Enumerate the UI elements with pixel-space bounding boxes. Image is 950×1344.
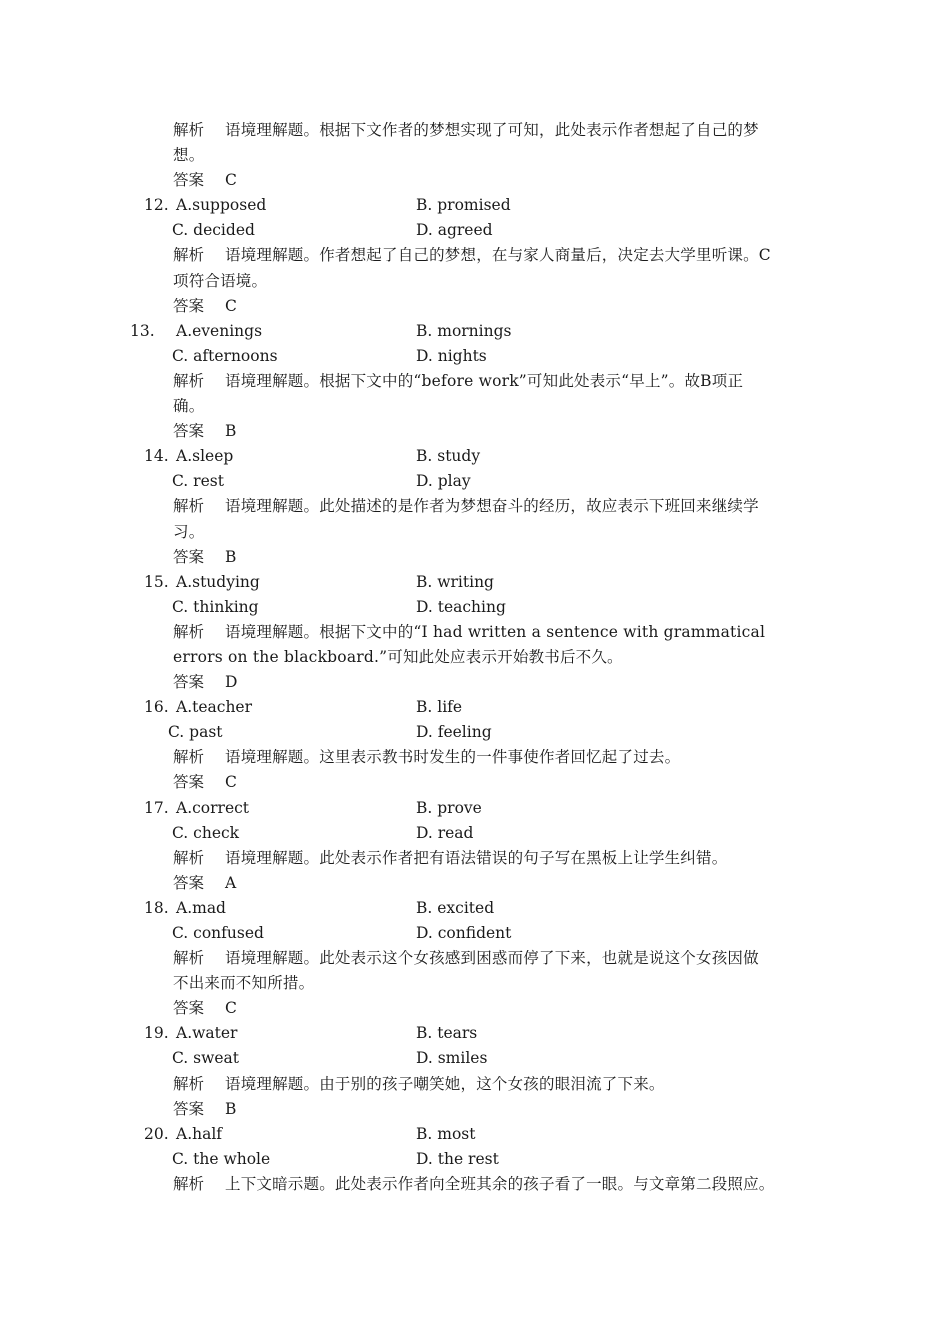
answer-label: 答案 xyxy=(173,1099,205,1118)
question-number: 20. xyxy=(144,1124,169,1143)
option-row xyxy=(0,695,950,720)
option-c: C. rest xyxy=(172,472,224,491)
question-number: 17. xyxy=(144,798,169,817)
analysis-text-wrap xyxy=(173,494,759,519)
analysis-text-wrap xyxy=(173,520,204,545)
answer-value: D xyxy=(225,673,238,692)
analysis-text: 语境理解题。作者想起了自己的梦想，在与家人商量后，决定去大学里听课。C xyxy=(225,246,771,265)
option-row xyxy=(0,1147,950,1172)
analysis-line xyxy=(0,745,950,770)
option-b: B. tears xyxy=(416,1024,478,1043)
option-d: D. play xyxy=(416,472,471,491)
option-row xyxy=(0,1021,950,1046)
option-c: C. the whole xyxy=(172,1149,271,1168)
answer-wrap xyxy=(173,770,237,795)
option-a: A.water xyxy=(176,1024,238,1043)
analysis-line xyxy=(0,494,950,519)
analysis-text: 语境理解题。此处描述的是作者为梦想奋斗的经历，故应表示下班回来继续学 xyxy=(225,497,759,516)
option-a: A.correct xyxy=(176,798,250,817)
analysis-label: 解析 xyxy=(173,497,205,516)
analysis-line xyxy=(0,394,950,419)
analysis-line xyxy=(0,1172,950,1197)
option-b: B. writing xyxy=(416,572,494,591)
analysis-text: 语境理解题。此处表示作者把有语法错误的句子写在黑板上让学生纠错。 xyxy=(225,848,728,867)
analysis-text-wrap xyxy=(173,369,743,394)
answer-label: 答案 xyxy=(173,873,205,892)
analysis-text: 习。 xyxy=(173,522,205,541)
option-d: D. agreed xyxy=(416,221,493,240)
option-c: C. thinking xyxy=(172,597,259,616)
analysis-text: 确。 xyxy=(173,397,205,416)
analysis-label: 解析 xyxy=(173,246,205,265)
option-row xyxy=(0,595,950,620)
analysis-line xyxy=(0,520,950,545)
answer-wrap xyxy=(173,545,236,570)
answer-value: C xyxy=(225,171,237,190)
analysis-text-wrap xyxy=(173,645,623,670)
analysis-text-wrap xyxy=(173,946,759,971)
option-row xyxy=(0,218,950,243)
option-row xyxy=(0,796,950,821)
analysis-text-wrap xyxy=(173,243,771,268)
analysis-text-wrap xyxy=(173,971,314,996)
answer-wrap xyxy=(173,670,237,695)
analysis-text: 语境理解题。根据下文中的“I had written a sentence with grammatical xyxy=(225,622,766,641)
analysis-label: 解析 xyxy=(173,748,205,767)
answer-label: 答案 xyxy=(173,547,205,566)
answer-line xyxy=(0,1097,950,1122)
analysis-text: 语境理解题。这里表示教书时发生的一件事使作者回忆起了过去。 xyxy=(225,748,681,767)
option-b: B. excited xyxy=(416,898,495,917)
option-row xyxy=(0,1046,950,1071)
analysis-text: 语境理解题。由于别的孩子嘲笑她，这个女孩的眼泪流了下来。 xyxy=(225,1074,665,1093)
analysis-text: 不出来而不知所措。 xyxy=(173,974,315,993)
analysis-text-wrap xyxy=(173,269,267,294)
option-row xyxy=(0,319,950,344)
answer-line xyxy=(0,168,950,193)
answer-label: 答案 xyxy=(173,999,205,1018)
answer-wrap xyxy=(173,168,237,193)
question-number: 15. xyxy=(144,572,169,591)
answer-value: B xyxy=(225,422,237,441)
option-c: C. past xyxy=(168,723,223,742)
answer-wrap xyxy=(173,871,236,896)
analysis-line xyxy=(0,243,950,268)
answer-value: C xyxy=(225,999,237,1018)
analysis-line xyxy=(0,846,950,871)
option-c: C. check xyxy=(172,823,240,842)
option-d: D. teaching xyxy=(416,597,506,616)
option-d: D. confident xyxy=(416,924,512,942)
answer-label: 答案 xyxy=(173,673,205,692)
option-c: C. confused xyxy=(172,924,264,942)
answer-wrap xyxy=(173,1097,236,1122)
analysis-text-wrap xyxy=(173,1172,775,1197)
document-page xyxy=(0,118,950,1197)
analysis-label: 解析 xyxy=(173,371,205,390)
analysis-label: 解析 xyxy=(173,121,205,139)
option-row xyxy=(0,720,950,745)
option-b: B. study xyxy=(416,447,481,466)
answer-value: B xyxy=(225,547,237,566)
analysis-line xyxy=(0,269,950,294)
answer-wrap xyxy=(173,294,237,319)
option-row xyxy=(0,821,950,846)
analysis-line xyxy=(0,118,950,143)
answer-line xyxy=(0,871,950,896)
option-row xyxy=(0,344,950,369)
option-row xyxy=(0,921,950,946)
analysis-line xyxy=(0,1072,950,1097)
option-row xyxy=(0,570,950,595)
analysis-text-wrap xyxy=(173,1072,665,1097)
analysis-line xyxy=(0,971,950,996)
analysis-line xyxy=(0,143,950,168)
option-b: B. life xyxy=(416,698,463,717)
option-d: D. read xyxy=(416,823,474,842)
analysis-text: 语境理解题。根据下文中的“before work”可知此处表示“早上”。故B项正 xyxy=(225,371,744,390)
answer-line xyxy=(0,670,950,695)
option-b: B. prove xyxy=(416,798,482,817)
answer-label: 答案 xyxy=(173,171,205,190)
analysis-text-wrap xyxy=(173,620,765,645)
analysis-line xyxy=(0,369,950,394)
question-number: 13. xyxy=(130,321,155,340)
answer-label: 答案 xyxy=(173,296,205,315)
analysis-text-wrap xyxy=(173,118,759,143)
analysis-text: 语境理解题。根据下文作者的梦想实现了可知，此处表示作者想起了自己的梦 xyxy=(225,121,759,139)
analysis-text-wrap xyxy=(173,846,727,871)
option-d: D. the rest xyxy=(416,1149,499,1168)
option-d: D. feeling xyxy=(416,723,492,742)
answer-line xyxy=(0,545,950,570)
analysis-text-wrap xyxy=(173,745,680,770)
option-a: A.evenings xyxy=(176,321,263,340)
option-b: B. promised xyxy=(416,196,511,215)
option-c: C. decided xyxy=(172,221,255,240)
answer-wrap xyxy=(173,996,237,1021)
answer-line xyxy=(0,770,950,795)
answer-wrap xyxy=(173,419,236,444)
option-row xyxy=(0,444,950,469)
answer-line xyxy=(0,419,950,444)
option-c: C. afternoons xyxy=(172,346,278,365)
answer-value: C xyxy=(225,296,237,315)
analysis-text: 语境理解题。此处表示这个女孩感到困惑而停了下来，也就是说这个女孩因做 xyxy=(225,949,759,968)
analysis-text: 项符合语境。 xyxy=(173,271,268,290)
answer-value: B xyxy=(225,1099,237,1118)
option-a: A.supposed xyxy=(176,196,267,215)
question-number: 16. xyxy=(144,698,169,717)
option-a: A.sleep xyxy=(176,447,234,466)
analysis-line xyxy=(0,645,950,670)
analysis-label: 解析 xyxy=(173,1074,205,1093)
option-row xyxy=(0,896,950,921)
option-b: B. mornings xyxy=(416,321,512,340)
answer-line xyxy=(0,294,950,319)
answer-value: C xyxy=(225,773,237,792)
option-a: A.half xyxy=(176,1124,223,1143)
analysis-line xyxy=(0,946,950,971)
option-row xyxy=(0,1122,950,1147)
option-a: A.mad xyxy=(176,898,226,917)
analysis-text-wrap xyxy=(173,394,204,419)
answer-line xyxy=(0,996,950,1021)
option-a: A.studying xyxy=(176,572,260,591)
analysis-text: errors on the blackboard.”可知此处应表示开始教书后不久。 xyxy=(173,647,623,666)
option-a: A.teacher xyxy=(176,698,253,717)
analysis-text: 想。 xyxy=(173,146,205,165)
analysis-label: 解析 xyxy=(173,848,205,867)
question-number: 19. xyxy=(144,1024,169,1043)
option-d: D. smiles xyxy=(416,1049,488,1068)
analysis-label: 解析 xyxy=(173,949,205,968)
answer-label: 答案 xyxy=(173,773,205,792)
option-c: C. sweat xyxy=(172,1049,240,1068)
answer-value: A xyxy=(225,873,237,892)
question-number: 18. xyxy=(144,898,169,917)
question-number: 12. xyxy=(144,196,169,215)
analysis-text: 上下文暗示题。此处表示作者向全班其余的孩子看了一眼。与文章第二段照应。 xyxy=(225,1174,775,1193)
option-d: D. nights xyxy=(416,346,487,365)
analysis-line xyxy=(0,620,950,645)
analysis-label: 解析 xyxy=(173,1174,205,1193)
answer-label: 答案 xyxy=(173,422,205,441)
option-b: B. most xyxy=(416,1124,476,1143)
analysis-label: 解析 xyxy=(173,622,205,641)
analysis-text-wrap xyxy=(173,143,204,168)
option-row xyxy=(0,193,950,218)
option-row xyxy=(0,469,950,494)
question-number: 14. xyxy=(144,447,169,466)
